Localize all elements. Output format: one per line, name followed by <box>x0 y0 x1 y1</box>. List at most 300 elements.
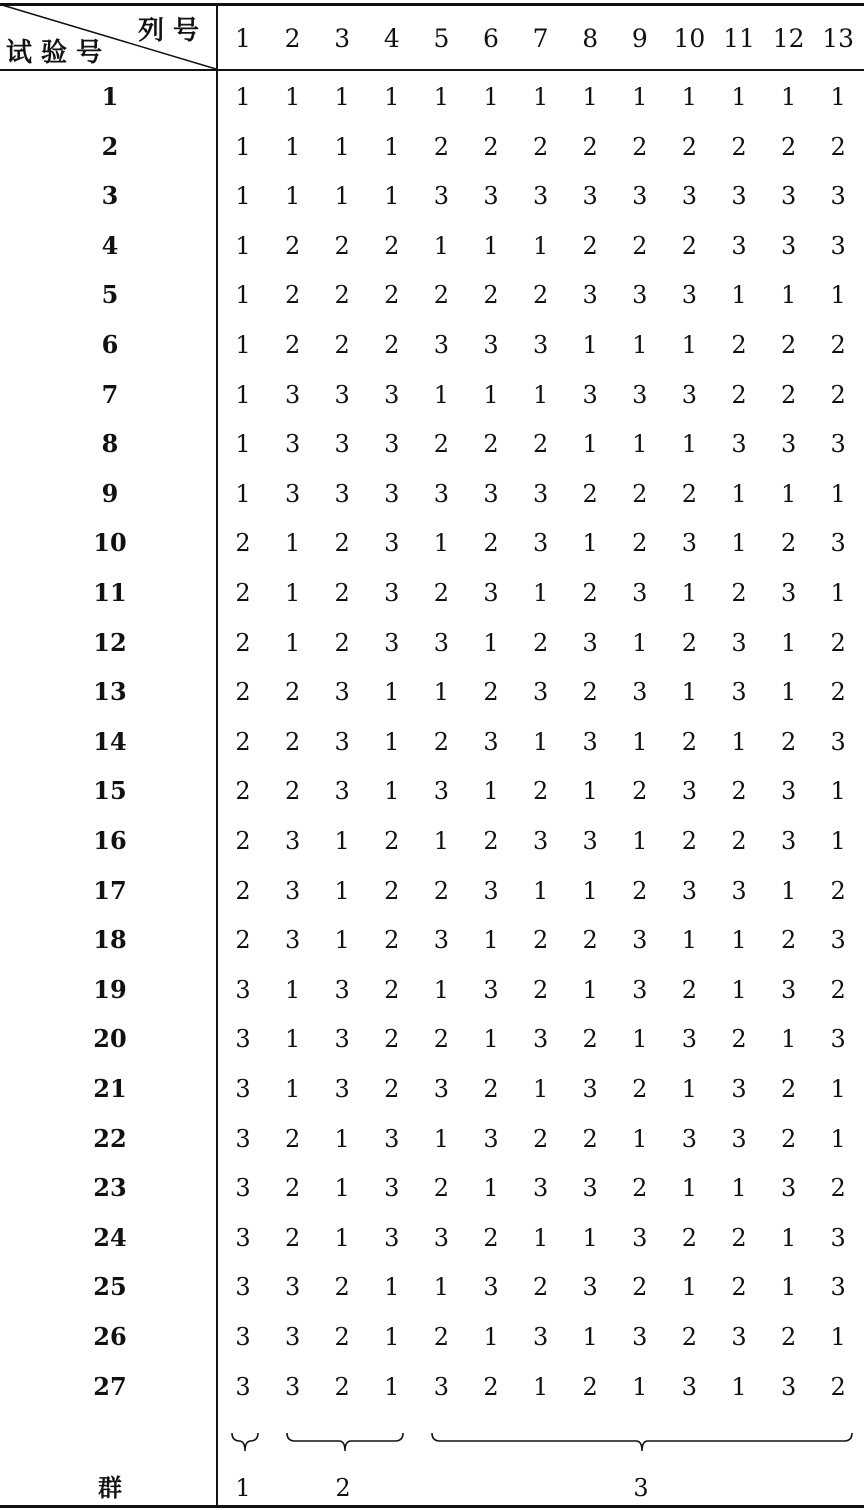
row-number: 2 <box>101 131 119 161</box>
table-cell: 1 <box>284 1025 301 1054</box>
table-cell: 2 <box>681 1323 698 1351</box>
row-number: 23 <box>93 1173 127 1203</box>
table-cell: 2 <box>433 876 450 905</box>
table-cell: 2 <box>483 1075 499 1103</box>
table-cell: 3 <box>731 1124 747 1153</box>
table-cell: 1 <box>681 926 698 955</box>
table-cell: 2 <box>681 628 698 657</box>
table-cell: 1 <box>433 529 450 558</box>
table-cell: 1 <box>235 479 251 508</box>
table-cell: 1 <box>830 1323 846 1351</box>
table-cell: 3 <box>731 876 747 905</box>
table-cell: 1 <box>780 1025 797 1054</box>
table-cell: 2 <box>284 1223 301 1252</box>
table-cell: 3 <box>334 430 350 459</box>
table-cell: 2 <box>235 628 251 657</box>
table-cell: 1 <box>632 727 648 756</box>
table-cell: 3 <box>334 975 350 1004</box>
row-number: 10 <box>93 528 127 558</box>
table-cell: 2 <box>334 331 350 359</box>
table-cell: 1 <box>532 1223 549 1252</box>
table-cell: 2 <box>780 380 797 409</box>
table-cell: 1 <box>632 1025 648 1054</box>
table-cell: 2 <box>483 529 499 558</box>
table-cell: 3 <box>830 231 846 260</box>
table-cell: 3 <box>384 479 400 508</box>
table-cell: 1 <box>582 331 598 359</box>
row-number: 3 <box>101 181 119 211</box>
table-cell: 1 <box>334 182 350 211</box>
table-cell: 2 <box>483 827 499 855</box>
table-cell: 2 <box>334 1273 350 1302</box>
table-cell: 1 <box>632 827 648 855</box>
table-cell: 1 <box>780 479 797 508</box>
table-cell: 2 <box>284 231 301 260</box>
table-cell: 1 <box>830 479 846 508</box>
table-cell: 2 <box>582 132 598 161</box>
table-cell: 1 <box>731 926 747 955</box>
table-cell: 3 <box>681 1124 698 1153</box>
table-cell: 1 <box>632 1372 648 1401</box>
table-cell: 2 <box>532 1273 549 1302</box>
column-header: 9 <box>631 24 648 53</box>
table-cell: 2 <box>632 529 648 558</box>
table-cell: 3 <box>334 1075 350 1103</box>
table-cell: 1 <box>235 231 251 260</box>
table-cell: 2 <box>284 281 301 310</box>
row-number: 9 <box>101 478 119 508</box>
row-number: 4 <box>101 230 119 260</box>
table-cell: 2 <box>681 479 698 508</box>
row-number: 15 <box>93 776 127 806</box>
row-number: 17 <box>93 875 127 905</box>
table-cell: 1 <box>582 876 598 905</box>
table-cell: 3 <box>830 1223 846 1252</box>
table-cell: 1 <box>780 83 797 111</box>
table-cell: 1 <box>731 727 747 756</box>
table-cell: 1 <box>483 1323 499 1351</box>
table-cell: 2 <box>731 331 747 359</box>
row-number: 24 <box>93 1222 127 1252</box>
table-cell: 3 <box>284 1323 301 1351</box>
table-cell: 1 <box>632 331 648 359</box>
table-cell: 1 <box>582 975 598 1004</box>
table-cell: 2 <box>284 1124 301 1153</box>
table-cell: 1 <box>483 777 499 806</box>
table-cell: 2 <box>532 430 549 459</box>
table-cell: 1 <box>334 83 350 111</box>
table-cell: 2 <box>235 727 251 756</box>
table-cell: 2 <box>334 1323 350 1351</box>
table-cell: 1 <box>632 1124 648 1153</box>
table-cell: 3 <box>681 777 698 806</box>
table-cell: 3 <box>532 1323 549 1351</box>
table-cell: 3 <box>235 1323 251 1351</box>
row-number: 27 <box>93 1371 127 1401</box>
table-cell: 2 <box>731 1273 747 1302</box>
table-cell: 2 <box>433 579 450 607</box>
table-cell: 2 <box>433 132 450 161</box>
table-cell: 3 <box>731 182 747 211</box>
table-cell: 2 <box>780 331 797 359</box>
table-cell: 1 <box>483 1025 499 1054</box>
table-cell: 2 <box>830 678 846 707</box>
table-cell: 1 <box>731 1174 747 1203</box>
table-cell: 2 <box>731 1223 747 1252</box>
table-cell: 3 <box>780 777 797 806</box>
table-cell: 2 <box>632 479 648 508</box>
table-cell: 2 <box>483 678 499 707</box>
column-header: 8 <box>582 24 599 53</box>
row-number: 1 <box>101 82 119 111</box>
table-cell: 2 <box>582 1025 598 1054</box>
table-cell: 2 <box>532 1124 549 1153</box>
row-number: 11 <box>93 578 127 607</box>
table-cell: 3 <box>582 827 598 855</box>
table-cell: 1 <box>731 281 747 310</box>
table-cell: 3 <box>433 628 450 657</box>
table-cell: 1 <box>681 83 698 111</box>
table-cell: 3 <box>483 331 499 359</box>
table-cell: 3 <box>384 1223 400 1252</box>
table-cell: 1 <box>532 876 549 905</box>
table-cell: 3 <box>780 827 797 855</box>
table-cell: 1 <box>235 83 251 111</box>
table-cell: 2 <box>731 827 747 855</box>
table-cell: 3 <box>830 1273 846 1302</box>
table-cell: 1 <box>731 975 747 1004</box>
column-header: 7 <box>532 24 549 53</box>
table-cell: 1 <box>830 1124 846 1153</box>
table-cell: 2 <box>284 727 301 756</box>
table-cell: 3 <box>830 727 846 756</box>
table-cell: 2 <box>780 1075 797 1103</box>
table-cell: 2 <box>384 827 400 855</box>
table-cell: 2 <box>582 1124 598 1153</box>
table-cell: 1 <box>780 678 797 707</box>
table-cell: 1 <box>582 1323 598 1351</box>
group-label: 群 <box>98 1473 122 1502</box>
table-cell: 3 <box>532 331 549 359</box>
table-cell: 2 <box>532 777 549 806</box>
table-cell: 2 <box>433 281 450 310</box>
column-header: 1 <box>235 24 251 53</box>
table-cell: 1 <box>235 331 251 359</box>
table-cell: 2 <box>235 529 251 558</box>
table-cell: 2 <box>632 777 648 806</box>
table-cell: 1 <box>532 83 549 111</box>
brace-group-3 <box>432 1433 852 1451</box>
row-number: 21 <box>93 1074 127 1103</box>
table-cell: 2 <box>632 132 648 161</box>
table-cell: 3 <box>632 678 648 707</box>
table-cell: 1 <box>483 231 499 260</box>
row-number: 12 <box>93 627 127 657</box>
row-number: 8 <box>101 429 119 459</box>
table-cell: 1 <box>731 479 747 508</box>
table-cell: 3 <box>483 727 499 756</box>
table-cell: 3 <box>780 1372 797 1401</box>
table-cell: 3 <box>235 1075 251 1103</box>
table-cell: 2 <box>780 1124 797 1153</box>
table-cell: 1 <box>433 678 450 707</box>
table-cell: 1 <box>284 132 301 161</box>
table-cell: 1 <box>731 83 747 111</box>
table-cell: 3 <box>632 281 648 310</box>
table-cell: 1 <box>334 132 350 161</box>
table-cell: 1 <box>483 83 499 111</box>
table-cell: 3 <box>334 777 350 806</box>
table-cell: 3 <box>582 380 598 409</box>
table-cell: 3 <box>731 430 747 459</box>
table-cell: 2 <box>830 1174 846 1203</box>
table-cell: 1 <box>235 132 251 161</box>
table-cell: 3 <box>681 1372 698 1401</box>
table-cell: 1 <box>284 628 301 657</box>
table-cell: 1 <box>532 1372 549 1401</box>
table-cell: 2 <box>582 678 598 707</box>
table-cell: 2 <box>582 1372 598 1401</box>
table-cell: 2 <box>780 727 797 756</box>
row-number: 22 <box>93 1123 127 1153</box>
table-cell: 2 <box>384 1025 400 1054</box>
table-cell: 2 <box>731 777 747 806</box>
table-cell: 3 <box>433 182 450 211</box>
column-header: 2 <box>284 24 301 53</box>
table-cell: 3 <box>830 926 846 955</box>
table-cell: 1 <box>632 628 648 657</box>
table-cell: 2 <box>235 926 251 955</box>
table-cell: 3 <box>384 1124 400 1153</box>
table-cell: 1 <box>433 231 450 260</box>
table-cell: 3 <box>235 1124 251 1153</box>
table-cell: 2 <box>235 678 251 707</box>
table-cell: 1 <box>284 182 301 211</box>
table-cell: 1 <box>235 182 251 211</box>
table-cell: 3 <box>582 1273 598 1302</box>
table-cell: 2 <box>384 975 400 1004</box>
table-cell: 1 <box>384 727 400 756</box>
table-cell: 2 <box>483 430 499 459</box>
group-1: 1 <box>235 1474 251 1502</box>
table-cell: 3 <box>284 430 301 459</box>
table-cell: 3 <box>632 380 648 409</box>
table-cell: 3 <box>582 1075 598 1103</box>
table-cell: 2 <box>334 281 350 310</box>
table-cell: 2 <box>582 231 598 260</box>
table-cell: 1 <box>334 1223 350 1252</box>
table-cell: 1 <box>780 281 797 310</box>
table-cell: 1 <box>582 430 598 459</box>
table-cell: 2 <box>731 380 747 409</box>
table-cell: 1 <box>681 678 698 707</box>
table-cell: 1 <box>830 579 846 607</box>
table-cell: 2 <box>582 926 598 955</box>
table-cell: 3 <box>235 1372 251 1401</box>
table-cell: 2 <box>334 579 350 607</box>
table-cell: 2 <box>384 926 400 955</box>
table-cell: 2 <box>582 479 598 508</box>
table-cell: 1 <box>433 827 450 855</box>
table-cell: 1 <box>334 1174 350 1203</box>
table-cell: 3 <box>830 529 846 558</box>
table-cell: 1 <box>433 83 450 111</box>
table-cell: 2 <box>284 777 301 806</box>
table-cell: 2 <box>681 975 698 1004</box>
table-cell: 3 <box>780 430 797 459</box>
table-cell: 3 <box>830 182 846 211</box>
table-cell: 2 <box>532 628 549 657</box>
bottom-rule <box>0 1505 864 1508</box>
table-cell: 3 <box>384 529 400 558</box>
table-cell: 3 <box>433 1075 450 1103</box>
table-cell: 2 <box>532 926 549 955</box>
table-cell: 3 <box>284 926 301 955</box>
table-cell: 2 <box>384 281 400 310</box>
table-cell: 1 <box>384 678 400 707</box>
table-cell: 3 <box>632 926 648 955</box>
table-cell: 1 <box>235 430 251 459</box>
table-cell: 2 <box>830 331 846 359</box>
table-cell: 1 <box>384 1273 400 1302</box>
group-3: 3 <box>633 1474 649 1502</box>
table-cell: 2 <box>681 1223 698 1252</box>
table-cell: 1 <box>384 132 400 161</box>
table-cell: 3 <box>780 579 797 607</box>
table-cell: 3 <box>483 579 499 607</box>
table-cell: 3 <box>681 876 698 905</box>
table-cell: 3 <box>235 1025 251 1054</box>
table-cell: 2 <box>483 281 499 310</box>
table-cell: 1 <box>681 1174 698 1203</box>
table-cell: 1 <box>284 529 301 558</box>
table-cell: 3 <box>483 479 499 508</box>
table-cell: 2 <box>632 876 648 905</box>
table-cell: 2 <box>483 132 499 161</box>
table-cell: 3 <box>384 579 400 607</box>
table-cell: 1 <box>830 827 846 855</box>
row-number: 20 <box>93 1024 127 1054</box>
table-cell: 3 <box>235 1273 251 1302</box>
table-cell: 2 <box>384 331 400 359</box>
table-cell: 2 <box>433 1323 450 1351</box>
table-cell: 2 <box>384 1075 400 1103</box>
table-cell: 2 <box>235 579 251 607</box>
table-cell: 1 <box>532 380 549 409</box>
table-cell: 1 <box>532 231 549 260</box>
table-cell: 3 <box>433 1223 450 1252</box>
table-cell: 2 <box>632 1075 648 1103</box>
table-cell: 2 <box>433 1025 450 1054</box>
table-cell: 3 <box>483 876 499 905</box>
table-cell: 3 <box>433 479 450 508</box>
table-cell: 1 <box>334 926 350 955</box>
table-cell: 2 <box>532 975 549 1004</box>
table-cell: 1 <box>780 876 797 905</box>
table-cell: 3 <box>483 1124 499 1153</box>
group-2: 2 <box>335 1474 351 1502</box>
table-cell: 1 <box>235 281 251 310</box>
table-cell: 2 <box>830 132 846 161</box>
table-cell: 1 <box>433 1124 450 1153</box>
table-cell: 3 <box>384 430 400 459</box>
row-number: 25 <box>93 1272 127 1302</box>
table-cell: 3 <box>532 1174 549 1203</box>
table-cell: 3 <box>681 1025 698 1054</box>
table-cell: 2 <box>433 727 450 756</box>
row-number: 7 <box>101 379 119 409</box>
table-cell: 3 <box>780 975 797 1004</box>
table-cell: 1 <box>532 1075 549 1103</box>
table-cell: 1 <box>334 827 350 855</box>
table-cell: 1 <box>284 83 301 111</box>
table-cell: 3 <box>731 628 747 657</box>
column-header: 6 <box>483 24 499 53</box>
row-label: 试 验 号 <box>6 38 103 68</box>
table-cell: 3 <box>582 182 598 211</box>
table-cell: 3 <box>433 331 450 359</box>
table-cell: 1 <box>780 628 797 657</box>
table-cell: 3 <box>384 380 400 409</box>
table-cell: 1 <box>681 579 698 607</box>
table-cell: 1 <box>830 1075 846 1103</box>
table-cell: 3 <box>731 678 747 707</box>
table-cell: 3 <box>681 529 698 558</box>
table-cell: 3 <box>830 430 846 459</box>
table-cell: 2 <box>334 628 350 657</box>
table-cell: 1 <box>284 1075 301 1103</box>
table-cell: 1 <box>780 1273 797 1302</box>
table-cell: 3 <box>433 1372 450 1401</box>
table-cell: 3 <box>532 529 549 558</box>
table-cell: 3 <box>284 1372 301 1401</box>
table-cell: 2 <box>483 1372 499 1401</box>
table-cell: 1 <box>483 380 499 409</box>
table-cell: 1 <box>632 430 648 459</box>
table-cell: 1 <box>582 777 598 806</box>
table-cell: 1 <box>681 1075 698 1103</box>
column-header: 12 <box>772 24 805 53</box>
table-cell: 1 <box>681 331 698 359</box>
column-header: 4 <box>383 24 400 53</box>
column-header: 10 <box>673 24 706 53</box>
table-cell: 3 <box>780 1174 797 1203</box>
table-cell: 3 <box>632 1323 648 1351</box>
table-cell: 1 <box>384 777 400 806</box>
brace-group-1 <box>232 1433 258 1451</box>
table-cell: 3 <box>731 1075 747 1103</box>
table-cell: 2 <box>433 430 450 459</box>
table-cell: 1 <box>582 529 598 558</box>
table-cell: 1 <box>384 83 400 111</box>
table-cell: 3 <box>681 182 698 211</box>
table-cell: 2 <box>681 231 698 260</box>
row-number: 5 <box>101 280 119 310</box>
row-number: 16 <box>93 826 127 855</box>
table-cell: 3 <box>284 876 301 905</box>
column-header: 5 <box>433 24 450 53</box>
table-cell: 2 <box>632 231 648 260</box>
table-cell: 3 <box>731 1323 747 1351</box>
table-cell: 3 <box>483 1273 499 1302</box>
table-cell: 3 <box>384 1174 400 1203</box>
table-cell: 2 <box>532 281 549 310</box>
table-cell: 2 <box>384 876 400 905</box>
table-cell: 2 <box>830 380 846 409</box>
table-cell: 1 <box>830 83 846 111</box>
table-cell: 2 <box>284 331 301 359</box>
table-cell: 2 <box>681 827 698 855</box>
